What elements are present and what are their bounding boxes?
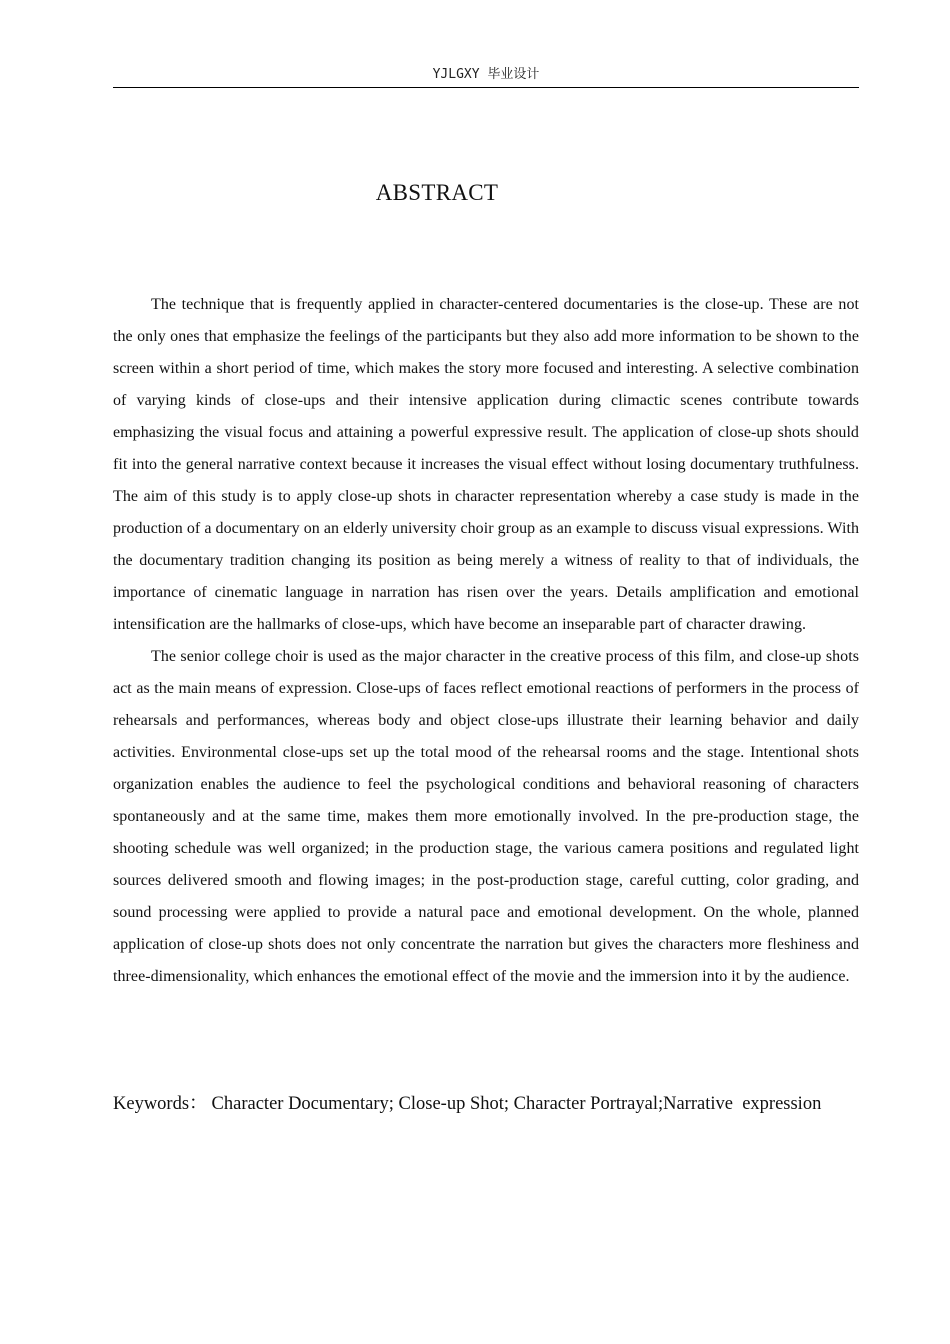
abstract-paragraph-1: The technique that is frequently applied in character-centered documentaries is the close-up. These are not the only ones that emphasize the feelings of the participants but they also add more information to be shown to the screen within a short period of time, which makes the story more focused and interesting. A selective combination of varying kinds of close-ups and their intensive application during climactic scenes contribute towards emphasizing the visual focus and attaining a powerful expressive result. The application of close-up shots should fit into the general narrative context because it increases the visual effect without losing documentary truthfulness. The aim of this study is to apply close-up shots in character representation whereby a case study is made in the production of a documentary on an elderly university choir group as an example to discuss visual expressions. With the documentary tradition changing its position as being merely a witness of reality to that of individuals, the importance of cinematic language in narration has risen over the years. Details amplification and emotional intensification are the hallmarks of close-ups, which have become an inseparable part of character drawing. — [113, 296, 859, 633]
abstract-body — [113, 289, 859, 993]
abstract-paragraph-2: The senior college choir is used as the major character in the creative process of this film, and close-up shots act as the main means of expression. Close-ups of faces reflect emotional reactions of performers in the process of rehearsals and performances, whereas body and object close-ups illustrate their learning behavior and daily activities. Environmental close-ups set up the total mood of the rehearsal rooms and the stage. Intentional shots organization enables the audience to feel the psychological conditions and behavioral reasoning of characters spontaneously and at the same time, makes them more emotionally involved. In the pre-production stage, the shooting schedule was well organized; in the production stage, the various camera positions and regulated light sources delivered smooth and flowing images; in the post-production stage, careful cutting, color grading, and sound processing were applied to provide a natural pace and emotional development. On the whole, planned application of close-up shots does not only concentrate the narration but gives the characters more fleshiness and three-dimensionality, which enhances the emotional effect of the movie and the immersion into it by the audience. — [113, 648, 859, 985]
keywords-label: Keywords： — [113, 1094, 208, 1114]
keywords-text: Character Documentary; Close-up Shot; Character Portrayal;Narrative expression — [211, 1094, 822, 1114]
running-header: YJLGXY 毕业设计 — [432, 67, 540, 82]
abstract-title: ABSTRACT — [375, 180, 499, 205]
header-rule — [113, 87, 859, 88]
keywords-line — [113, 1090, 873, 1118]
